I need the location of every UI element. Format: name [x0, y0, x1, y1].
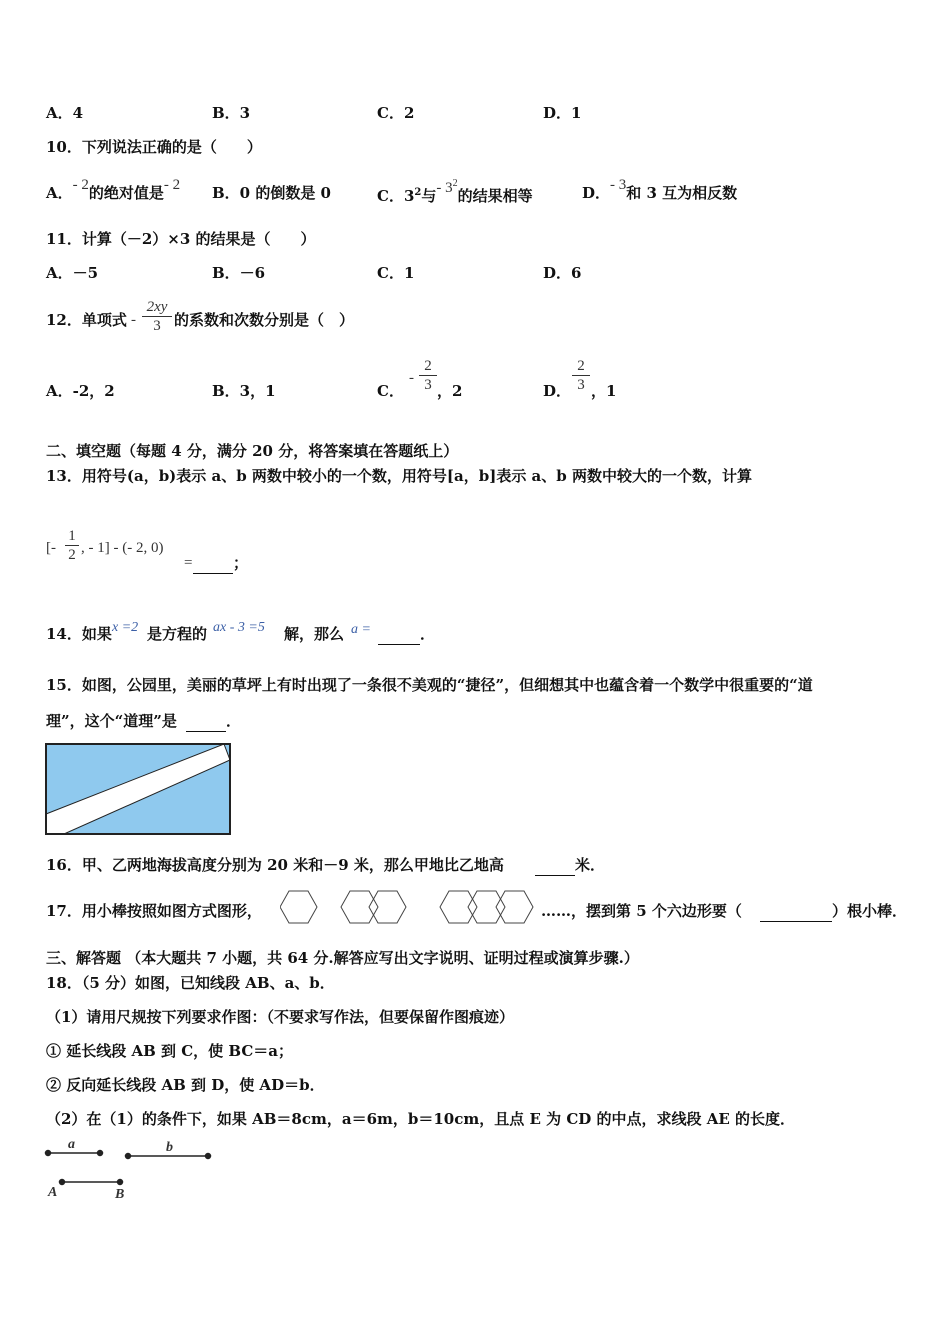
q12-fraction: 2xy 3: [142, 298, 172, 335]
q18-step2: ② 反向延长线段 AB 到 D，使 AD＝b．: [46, 1076, 325, 1094]
q12-stem-post: 的系数和次数分别是（ ）: [174, 311, 355, 329]
hexagon-3a: [440, 891, 477, 923]
q9-option-d: D．1: [543, 104, 582, 122]
q9-option-b: B．3: [212, 104, 251, 122]
q15-tail: ．: [226, 712, 242, 730]
q17-post: ……，摆到第 5 个六边形要（: [541, 902, 742, 920]
q17-pre: 17．用小棒按照如图方式图形，: [46, 902, 262, 920]
hexagon-1: [280, 891, 317, 923]
q13-equals: =: [184, 555, 193, 571]
q12-stem-pre: 12．单项式: [46, 311, 127, 329]
q13-fraction: 1 2: [65, 527, 79, 564]
q12-option-d-fraction: 2 3: [572, 357, 590, 394]
q14-mid: 是方程的: [147, 625, 208, 643]
q12-option-b: B．3，1: [212, 382, 276, 400]
q13-answer-blank[interactable]: [193, 553, 233, 574]
hexagon-3c: [496, 891, 533, 923]
q13-stem: 13．用符号(a，b)表示 a、b 两数中较小的一个数，用符号[a，b]表示 a、b 两数中较大的一个数，计算: [46, 467, 752, 485]
q18-step1: ① 延长线段 AB 到 C，使 BC＝a；: [46, 1042, 293, 1060]
section3-title: 三、解答题 （本大题共 7 小题，共 64 分.解答应写出文字说明、证明过程或演算步骤.）: [46, 949, 639, 967]
section2-title: 二、填空题（每题 4 分，满分 20 分，将答案填在答题纸上）: [46, 442, 459, 460]
q10-option-a: A．- 2的绝对值是- 2: [46, 177, 181, 202]
q15-line1: 15．如图，公园里，美丽的草坪上有时出现了一条很不美观的“捷径”，但细想其中也蕴含着一个数学中很重要的“道: [46, 676, 813, 694]
q12-option-d-rest: ，1: [591, 382, 617, 400]
q16-tail: 米．: [575, 856, 606, 874]
q11-stem: 11．计算（－2）×3 的结果是（ ）: [46, 230, 316, 248]
q10-option-b: B．0 的倒数是 0: [212, 184, 331, 202]
q17-post2: ）根小棒．: [832, 902, 908, 920]
q16-text: 16．甲、乙两地海拔高度分别为 20 米和－9 米，那么甲地比乙地高: [46, 856, 504, 874]
q18-part1: （1）请用尺规按下列要求作图：（不要求写作法，但要保留作图痕迹）: [46, 1008, 514, 1026]
q12-option-c-label: C．: [377, 382, 404, 400]
q12-minus: -: [131, 312, 136, 328]
q9-option-c: C．2: [377, 104, 415, 122]
q14-mid2: 解，那么: [284, 625, 345, 643]
q14-equation: ax - 3 =5: [213, 620, 265, 635]
q14-a-eq: a =: [351, 622, 371, 637]
hexagon-2b: [369, 891, 406, 923]
q14-x-eq: x =2: [112, 620, 139, 635]
q10-option-c: C．$3^2$与- $3^2$的结果相等: [377, 178, 533, 205]
q15-answer-blank[interactable]: [186, 711, 226, 732]
hexagon-2a: [341, 891, 378, 923]
q12-option-c-minus: -: [409, 370, 414, 386]
q13-tail: ；: [233, 554, 249, 572]
q12-option-c-fraction: 2 3: [419, 357, 437, 394]
label-a: a: [68, 1137, 75, 1152]
q14-answer-blank[interactable]: [378, 624, 420, 645]
q18-stem: 18．（5 分）如图，已知线段 AB、a、b．: [46, 974, 335, 992]
q12-option-c-rest: ，2: [437, 382, 463, 400]
q14-tail: ．: [420, 625, 436, 643]
q11-option-d: D．6: [543, 264, 582, 282]
q17-answer-blank[interactable]: [760, 901, 832, 922]
q10-stem: 10．下列说法正确的是（ ）: [46, 138, 262, 156]
hexagon-pattern-figure: [280, 888, 542, 928]
q15-line2: 理”，这个“道理”是: [46, 712, 177, 730]
lawn-shortcut-figure: [44, 742, 232, 836]
q12-option-a: A．-2，2: [46, 382, 115, 400]
q13-expr-open: [-: [46, 540, 56, 556]
segments-figure: [40, 1134, 220, 1204]
q10-option-d: D．- 3和 3 互为相反数: [582, 177, 738, 202]
q11-option-b: B．－6: [212, 264, 266, 282]
q18-part2: （2）在（1）的条件下，如果 AB＝8cm，a＝6m，b＝10cm，且点 E 为 CD 的中点，求线段 AE 的长度．: [46, 1110, 796, 1128]
q16-answer-blank[interactable]: [535, 855, 575, 876]
hexagon-3b: [468, 891, 505, 923]
label-B: B: [115, 1187, 125, 1202]
label-b: b: [166, 1140, 173, 1155]
q11-option-c: C．1: [377, 264, 415, 282]
q11-option-a: A．－5: [46, 264, 99, 282]
q14-pre: 14．如果: [46, 625, 112, 643]
label-A: A: [48, 1185, 58, 1200]
q9-option-a: A．4: [46, 104, 84, 122]
q12-option-d-label: D．: [543, 382, 572, 400]
q13-expr-mid: , - 1] - (- 2, 0): [81, 540, 164, 556]
